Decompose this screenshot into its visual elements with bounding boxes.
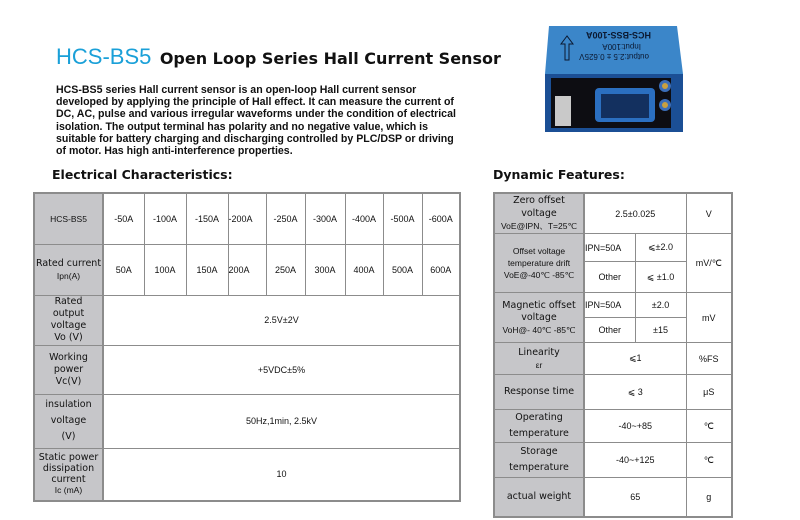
rated-current-cell: 200A <box>228 244 266 295</box>
weight-unit: g <box>686 478 732 517</box>
model-cell: -250A <box>266 193 305 244</box>
rated-output-value: 2.5V±2V <box>103 295 460 345</box>
model-cell: -100A <box>144 193 186 244</box>
product-subtitle: Open Loop Series Hall Current Sensor <box>159 49 501 68</box>
storage-temp-value: -40~+125 <box>584 443 686 478</box>
magnetic-offset-cond: IPN=50A <box>584 293 635 318</box>
dynamic-table <box>493 192 733 518</box>
model-cell: -300A <box>305 193 345 244</box>
response-time-unit: μS <box>686 375 732 410</box>
table-row-offset-drift <box>494 234 732 262</box>
offset-drift-cond: Other <box>584 262 635 293</box>
working-power-header: Working power Vc(V) <box>34 345 103 394</box>
linearity-value: ⩽1 <box>584 343 686 375</box>
insulation-header: insulation voltage (V) <box>34 394 103 448</box>
offset-drift-cond: IPN=50A <box>584 234 635 262</box>
magnetic-offset-value: ±15 <box>635 318 686 343</box>
magnetic-offset-unit: mV <box>686 293 732 343</box>
table-row-weight <box>494 478 732 517</box>
table-row-response-time <box>494 375 732 410</box>
offset-drift-header: Offset voltage temperature drift VoE@-40℃ -85℃ <box>494 234 584 293</box>
table-row-rated-current <box>34 244 460 295</box>
model-cell: -50A <box>103 193 144 244</box>
storage-temp-header: Storage temperature <box>494 443 584 478</box>
static-power-value: 10 <box>103 448 460 501</box>
table-row-static-power <box>34 448 460 501</box>
table-row-insulation <box>34 394 460 448</box>
table-row-zero-offset <box>494 193 732 234</box>
response-time-header: Response time <box>494 375 584 410</box>
offset-drift-unit: mV/℃ <box>686 234 732 293</box>
response-time-value: ⩽ 3 <box>584 375 686 410</box>
table-row-storage-temp <box>494 443 732 478</box>
model-cell: -600A <box>422 193 460 244</box>
static-power-header: Static power dissipation current Ic (mA) <box>34 448 103 501</box>
table-row-operating-temp <box>494 410 732 443</box>
operating-temp-value: -40~+85 <box>584 410 686 443</box>
product-label-model: HCS-BSS-100A <box>585 30 651 40</box>
operating-temp-unit: ℃ <box>686 410 732 443</box>
rated-current-cell: 600A <box>422 244 460 295</box>
page-title <box>56 44 501 70</box>
rated-current-cell: 300A <box>305 244 345 295</box>
table-row-linearity <box>494 343 732 375</box>
table-row-magnetic-offset <box>494 293 732 318</box>
offset-drift-value: ⩽ ±1.0 <box>635 262 686 293</box>
magnetic-offset-cond: Other <box>584 318 635 343</box>
model-cell: -200A <box>228 193 266 244</box>
linearity-unit: %FS <box>686 343 732 375</box>
operating-temp-header: Operating temperature <box>494 410 584 443</box>
rated-current-header: Rated current Ipn(A) <box>34 244 103 295</box>
sensor-pins <box>555 96 571 126</box>
rated-current-cell: 100A <box>144 244 186 295</box>
model-cell: -400A <box>345 193 383 244</box>
rated-current-cell: 50A <box>103 244 144 295</box>
model-name: HCS-BS5 <box>56 44 152 69</box>
intro-paragraph: HCS-BS5 series Hall current sensor is an open-loop Hall current sensor developed by applying the principle of Hall effect. It can measure the current of DC, AC, pulse and various irregular waveforms under the condition of electrical isolation. The output terminal has polarity and no negative value, which is suitable for battery charging and discharging controlled by PLC/DSP or driving of motor. Has high anti-interference properties. <box>56 84 456 158</box>
magnetic-offset-value: ±2.0 <box>635 293 686 318</box>
product-photo <box>537 18 687 136</box>
rated-current-cell: 400A <box>345 244 383 295</box>
product-label-output: output:2.5 ± 0.625V <box>579 52 649 61</box>
magnetic-offset-header: Magnetic offset voltage VoH@- 40℃ -85℃ <box>494 293 584 343</box>
linearity-header: Linearity εr <box>494 343 584 375</box>
offset-drift-value: ⩽±2.0 <box>635 234 686 262</box>
rated-current-cell: 150A <box>186 244 228 295</box>
rated-output-header: Rated output voltage Vo (V) <box>34 295 103 345</box>
weight-value: 65 <box>584 478 686 517</box>
table-row-working-power <box>34 345 460 394</box>
zero-offset-value: 2.5±0.025 <box>584 193 686 234</box>
electrical-heading: Electrical Characteristics: <box>52 167 233 182</box>
electrical-table <box>33 192 461 502</box>
zero-offset-unit: V <box>686 193 732 234</box>
table-row-rated-output <box>34 295 460 345</box>
rated-current-cell: 500A <box>383 244 422 295</box>
product-label-input: Input:100A <box>602 42 641 51</box>
rated-current-cell: 250A <box>266 244 305 295</box>
weight-header: actual weight <box>494 478 584 517</box>
storage-temp-unit: ℃ <box>686 443 732 478</box>
model-cell: -500A <box>383 193 422 244</box>
dynamic-heading: Dynamic Features: <box>493 167 625 182</box>
model-header: HCS-BS5 <box>34 193 103 244</box>
table-row-model <box>34 193 460 244</box>
insulation-value: 50Hz,1min, 2.5kV <box>103 394 460 448</box>
zero-offset-header: Zero offset voltage VoE@IPN、T=25℃ <box>494 193 584 234</box>
model-cell: -150A <box>186 193 228 244</box>
working-power-value: +5VDC±5% <box>103 345 460 394</box>
